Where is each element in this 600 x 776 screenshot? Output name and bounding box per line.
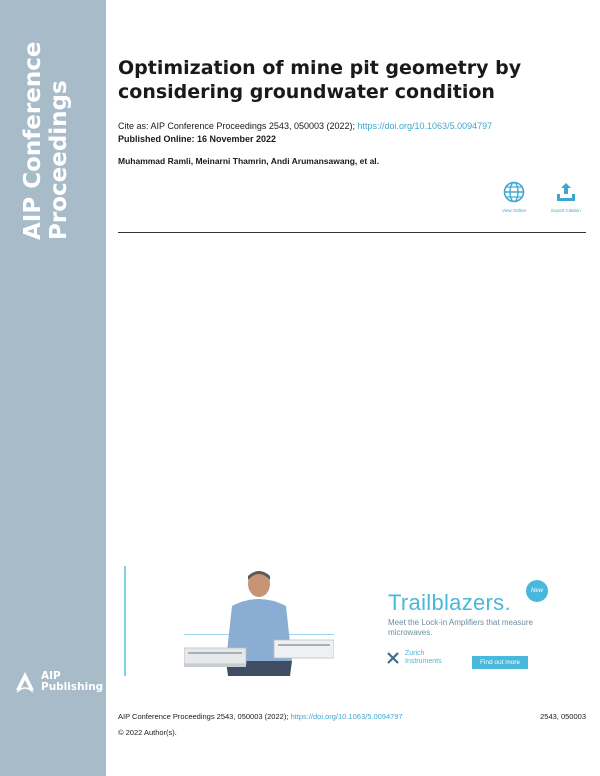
- footer-citation: [118, 712, 403, 721]
- export-citation-button[interactable]: [546, 180, 586, 213]
- globe-icon: [502, 180, 526, 204]
- ad-find-out-more-button[interactable]: Find out more: [472, 656, 528, 669]
- doi-link[interactable]: https://doi.org/10.1063/5.0094797: [357, 121, 493, 131]
- ad-brand: [386, 650, 442, 666]
- export-citation-label: Export Citation: [551, 208, 581, 213]
- ad-new-badge: New: [526, 580, 548, 602]
- ad-accent-bar: [124, 566, 126, 676]
- publisher-line1: AIP: [41, 670, 61, 682]
- citation-line: [118, 121, 492, 131]
- ad-photo: [184, 566, 334, 676]
- export-icon: [554, 180, 578, 204]
- zurich-instruments-logo-icon: [386, 651, 400, 665]
- copyright: © 2022 Author(s).: [118, 728, 177, 737]
- article-title: Optimization of mine pit geometry by considering groundwater condition: [118, 57, 522, 103]
- publisher-logo[interactable]: [14, 670, 103, 694]
- header-divider: [118, 232, 586, 233]
- ad-brand-line1: Zurich: [405, 650, 425, 657]
- footer-article-id: 2543, 050003: [540, 712, 586, 721]
- published-date: Published Online: 16 November 2022: [118, 134, 277, 144]
- ad-title: Trailblazers.: [388, 590, 511, 615]
- footer-doi-link[interactable]: https://doi.org/10.1063/5.0094797: [290, 712, 403, 721]
- journal-title: [20, 0, 72, 240]
- sidebar: [0, 0, 106, 776]
- publisher-line2: Publishing: [41, 681, 104, 693]
- journal-title-line2: Proceedings: [46, 80, 72, 240]
- aip-logo-icon: [14, 670, 36, 694]
- view-online-label: View Online: [502, 208, 526, 213]
- advertisement-banner[interactable]: [124, 566, 554, 676]
- ad-brand-line2: Instruments: [405, 658, 442, 665]
- ad-tagline: Meet the Lock-in Amplifiers that measure microwaves.: [388, 618, 533, 637]
- footer-citation-prefix: AIP Conference Proceedings 2543, 050003 (2022);: [118, 712, 291, 721]
- author-list: Muhammad Ramli, Meinarni Thamrin, Andi Arumansawang, et al.: [118, 156, 380, 166]
- view-online-button[interactable]: [494, 180, 534, 213]
- citation-prefix: Cite as: AIP Conference Proceedings 2543, 050003 (2022);: [118, 121, 358, 131]
- journal-title-line1: AIP Conference: [20, 41, 46, 240]
